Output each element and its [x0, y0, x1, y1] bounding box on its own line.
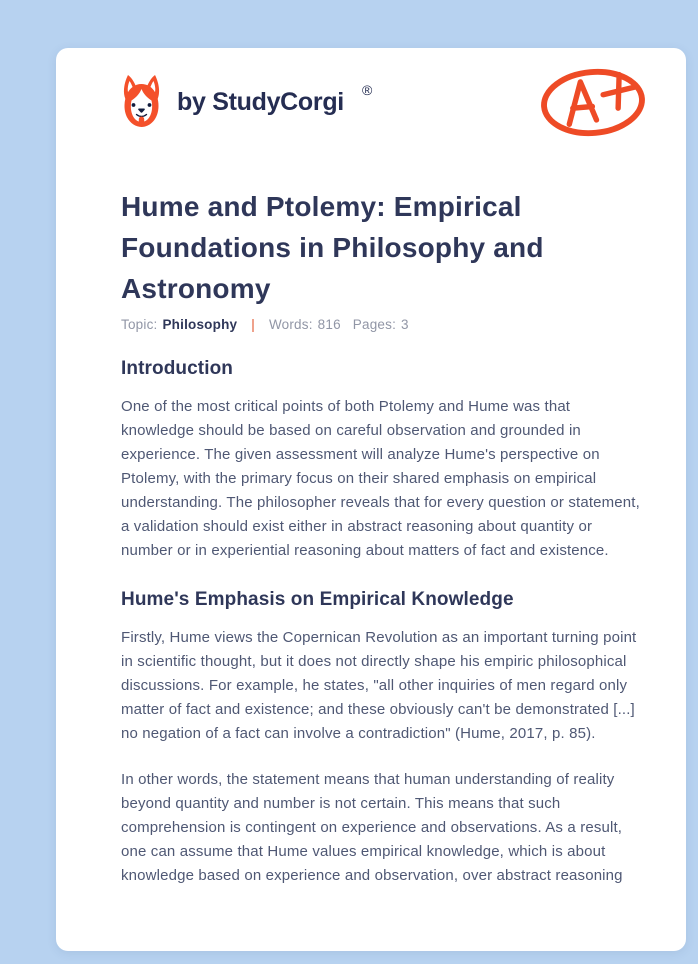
- topic-link[interactable]: Philosophy: [162, 317, 238, 332]
- paragraph: In other words, the statement means that human understanding of reality beyond quantity and number is not certain. This means that such comprehension is contingent on experience and observations. As a result, one can assume that Hume values empirical knowledge, which is about knowledge based on experience and observation, over abstract reasoning: [121, 771, 623, 884]
- brand[interactable]: [121, 74, 372, 130]
- pages-value: 3: [401, 317, 409, 332]
- meta-divider: |: [251, 317, 255, 332]
- brand-text: by StudyCorgi: [177, 87, 344, 116]
- topic-label: Topic:: [121, 317, 158, 332]
- registered-mark: ®: [361, 82, 373, 98]
- section-heading: Introduction: [121, 358, 234, 379]
- section-introduction: [121, 358, 641, 563]
- words-value: 816: [317, 317, 341, 332]
- document-card: [56, 48, 686, 951]
- a-plus-badge-icon: [539, 66, 641, 139]
- page-title: Hume and Ptolemy: Empirical Foundations in Philosophy and Astronomy: [121, 191, 544, 304]
- meta-row: [121, 317, 641, 332]
- header: [121, 64, 641, 140]
- pages-label: Pages:: [352, 317, 397, 332]
- paragraph: One of the most critical points of both Ptolemy and Hume was that knowledge should be based on careful observation and grounded in experience. The given assessment will analyze Hume's perspective on Ptolemy, with the primary focus on their shared emphasis on empirical understanding. The philosopher reveals that for every question or statement, a validation should exist either in abstract reasoning about quantity or number or in experiential reasoning about matters of fact and existence.: [121, 398, 640, 559]
- paragraph: Firstly, Hume views the Copernican Revolution as an important turning point in scientific thought, but it does not directly shape his empiric philosophical discussions. For example, he states, "all other inquiries of men regard only matter of fact and existence; and these obviously can't be demonstrated [...] no negation of a fact can involve a contradiction" (Hume, 2017, p. 85).: [121, 629, 637, 742]
- section-heading: Hume's Emphasis on Empirical Knowledge: [121, 589, 514, 610]
- corgi-icon: [121, 74, 162, 130]
- words-label: Words:: [268, 317, 313, 332]
- section-humes-emphasis: [121, 589, 641, 888]
